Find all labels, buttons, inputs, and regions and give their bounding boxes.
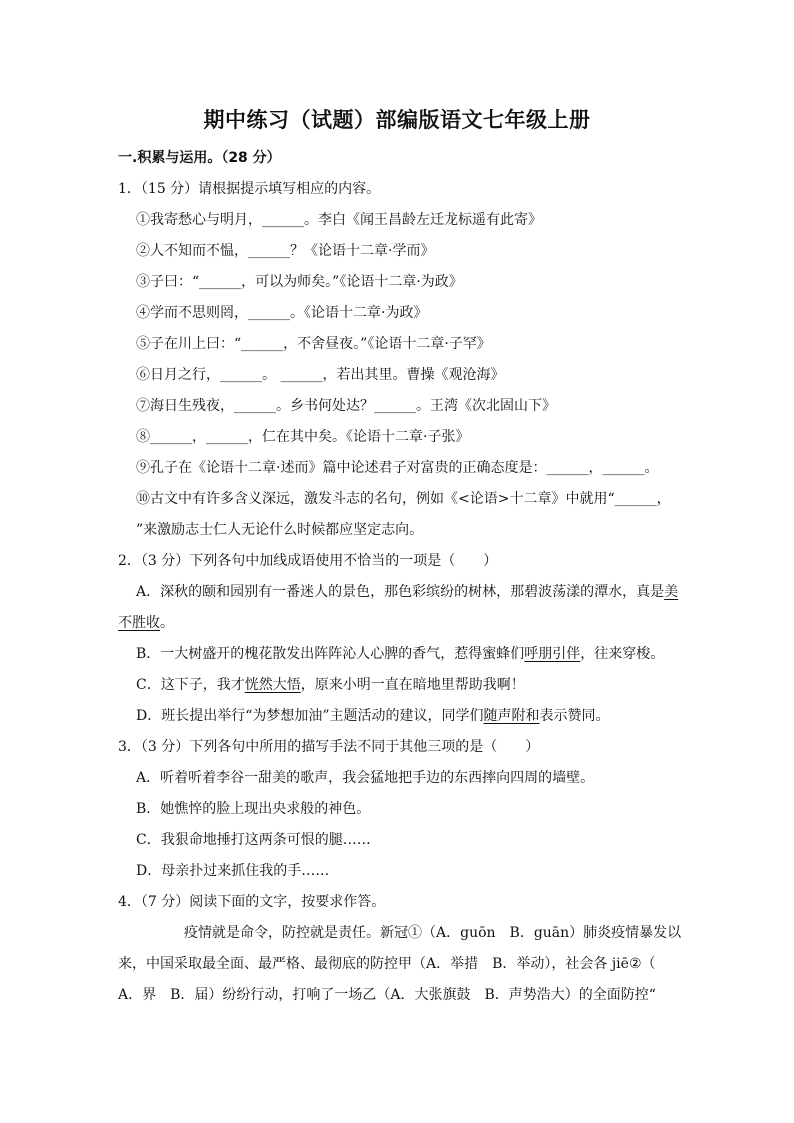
q3-option-a: A．听着听着李谷一甜美的歌声，我会猛地把手边的东西摔向四周的墙壁。 xyxy=(136,770,595,786)
q1-item-10-continued: ”来激励志士仁人无论什么时候都应坚定志向。 xyxy=(136,522,424,538)
q2-option-d-text: D．班长提出举行“为梦想加油”主题活动的建议，同学们 xyxy=(136,708,484,724)
page-title: 期中练习（试题）部编版语文七年级上册 xyxy=(203,108,591,132)
q1-item-10: ⑩古文中有许多含义深远，激发斗志的名句，例如《<论语>十二章》中就用“______， xyxy=(136,491,671,507)
q1-item-5: ⑤子在川上曰：“______，不舍昼夜。”《论语十二章·子罕》 xyxy=(136,336,491,352)
q2-option-b-end: ，往来穿梭。 xyxy=(580,646,665,662)
section-heading: 一.积累与运用。（28 分） xyxy=(118,150,281,166)
q4-passage-line-1: 疫情就是命令，防控就是责任。新冠①（A．guōn B．guān）肺炎疫情暴发以 xyxy=(184,925,682,941)
q2-option-b xyxy=(118,639,678,670)
q2-option-c-idiom: 恍然大悟 xyxy=(244,677,301,693)
question-3-stem: 3．（3 分）下列各句中所用的描写手法不同于其他三项的是（ ） xyxy=(118,739,540,755)
q2-option-a-idiom-part1: 美 xyxy=(664,584,679,600)
q4-passage-line-2: 来，中国采取最全面、最严格、最彻底的防控甲（A．举措 B．举动），社会各 jiē②（ xyxy=(118,956,656,972)
question-1-stem: 1．（15 分）请根据提示填写相应的内容。 xyxy=(118,181,381,197)
q2-option-c-text: C．这下子，我才 xyxy=(136,677,245,693)
question-2-stem: 2．（3 分）下列各句中加线成语使用不恰当的一项是（ ） xyxy=(118,553,498,569)
q2-option-a-continued xyxy=(118,608,678,639)
q2-option-d-end: 表示赞同。 xyxy=(539,708,610,724)
q1-item-8: ⑧______，______，仁在其中矣。《论语十二章·子张》 xyxy=(136,429,470,445)
q2-option-c-end: ，原来小明一直在暗地里帮助我啊！ xyxy=(300,677,525,693)
q1-item-7: ⑦海日生残夜，______。乡书何处达？______。王湾《次北固山下》 xyxy=(136,398,556,414)
q2-option-b-text: B．一大树盛开的槐花散发出阵阵沁人心脾的香气，惹得蜜蜂们 xyxy=(136,646,525,662)
question-content xyxy=(118,143,682,1011)
q2-option-a xyxy=(118,577,678,608)
q2-option-d-idiom: 随声附和 xyxy=(483,708,540,724)
q3-option-c: C．我狠命地捶打这两条可恨的腿…… xyxy=(136,832,371,848)
q2-option-a-text: A．深秋的颐和园别有一番迷人的景色，那色彩缤纷的树林，那碧波荡漾的潭水，真是 xyxy=(136,584,665,600)
q4-passage-line-3: A．界 B．届）纷纷行动，打响了一场乙（A．大张旗鼓 B．声势浩大）的全面防控“ xyxy=(118,987,656,1003)
q3-option-d: D．母亲扑过来抓住我的手…… xyxy=(136,863,330,879)
q1-item-6: ⑥日月之行，______。 ______，若出其里。曹操《观沧海》 xyxy=(136,367,505,383)
q3-option-b: B．她憔悴的脸上现出央求般的神色。 xyxy=(136,801,371,817)
q1-item-9: ⑨孔子在《论语十二章·述而》篇中论述君子对富贵的正确态度是：______，______。 xyxy=(136,460,659,476)
q2-option-b-idiom: 呼朋引伴 xyxy=(524,646,581,662)
q2-option-c xyxy=(118,670,678,701)
question-4-stem: 4．（7 分）阅读下面的文字，按要求作答。 xyxy=(118,894,386,910)
q2-option-d xyxy=(118,701,678,732)
q1-item-2: ②人不知而不愠，______？《论语十二章·学而》 xyxy=(136,243,435,259)
q1-item-1: ①我寄愁心与明月，______。李白《闻王昌龄左迁龙标遥有此寄》 xyxy=(136,212,542,228)
q2-option-a-idiom-part2: 不胜收 xyxy=(118,615,160,631)
q1-item-3: ③子曰：“______，可以为师矣。”《论语十二章·为政》 xyxy=(136,274,463,290)
q2-option-a-end: 。 xyxy=(160,615,174,631)
q1-item-4: ④学而不思则罔，______。《论语十二章·为政》 xyxy=(136,305,428,321)
